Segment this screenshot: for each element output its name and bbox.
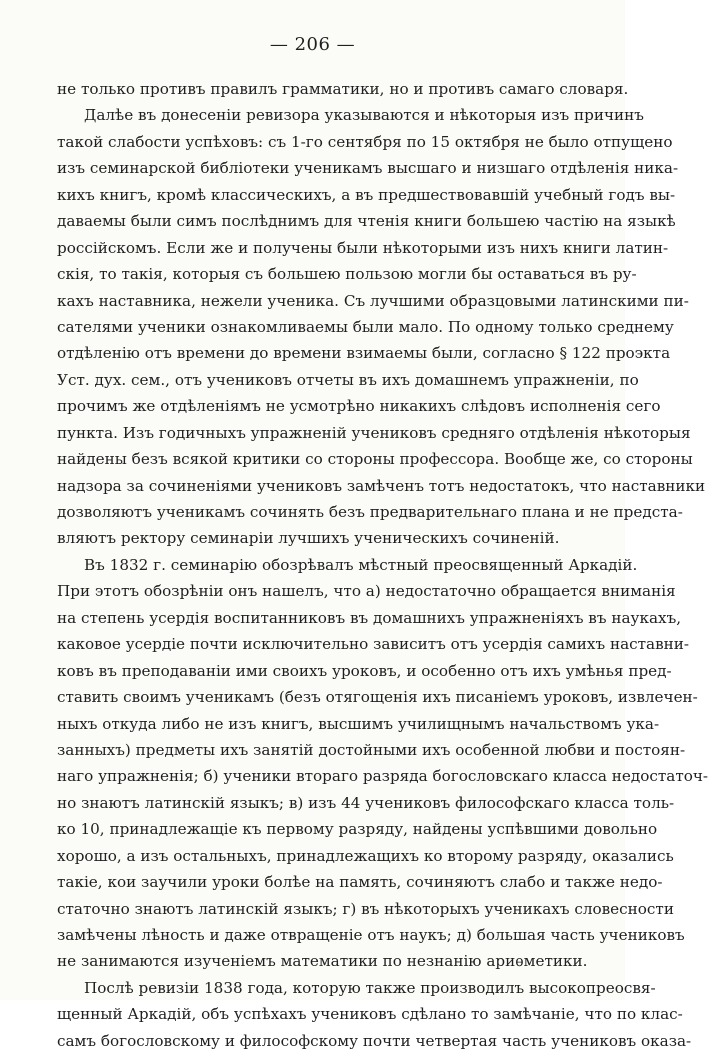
text-line: кахъ наставника, нежели ученика. Съ лучшими образцовыми латинскими пи-: [57, 291, 689, 310]
paragraph-end-line: вляютъ ректору семинаріи лучшихъ ученическихъ сочиненій.: [57, 529, 560, 548]
text-line: скія, то такія, которыя съ большею пользою могли бы оставаться въ ру-: [57, 265, 637, 284]
text-line: кихъ книгъ, кромѣ классическихъ, а въ предшествовавшій учебный годъ вы-: [57, 185, 676, 204]
text-line: надзора за сочиненіями учениковъ замѣченъ тотъ недостатокъ, что наставники: [57, 476, 706, 495]
text-line: ныхъ откуда либо не изъ книгъ, высшимъ училищнымъ начальствомъ ука-: [57, 714, 660, 733]
text-line: отдѣленію отъ времени до времени взимаемы были, согласно § 122 проэкта: [57, 344, 671, 363]
text-line: даваемы были симъ послѣднимъ для чтенія книги большею частію на языкѣ: [57, 212, 676, 231]
text-line: не только противъ правилъ грамматики, но и противъ самаго словаря.: [57, 80, 629, 98]
text-line: россійскомъ. Если же и получены были нѣкоторыми изъ нихъ книги латин-: [57, 238, 669, 257]
text-line: наго упражненія; б) ученики втораго разряда богословскаго класса недостаточ-: [57, 767, 708, 786]
text-line: При этотъ обозрѣніи онъ нашелъ, что а) недостаточно обращается вниманія: [57, 582, 676, 601]
body-text: [57, 76, 708, 1054]
text-line: замѣчены лѣность и даже отвращеніе отъ наукъ; д) большая часть учениковъ: [57, 926, 685, 944]
text-line: дозволяютъ ученикамъ сочинять безъ предварительнаго плана и не предста-: [57, 503, 683, 521]
text-line: но знаютъ латинскій языкъ; в) изъ 44 учениковъ философскаго класса толь-: [57, 793, 675, 812]
text-line: изъ семинарской библіотеки ученикамъ высшаго и низшаго отдѣленія ника-: [57, 159, 679, 178]
text-line: ковъ въ преподаваніи ими своихъ уроковъ, и особенно отъ ихъ умѣнья пред-: [57, 661, 672, 680]
paragraph-start-line: Послѣ ревизіи 1838 года, которую также производилъ высокопреосвя-: [84, 978, 656, 997]
text-line: ко 10, принадлежащіе къ первому разряду, найдены успѣвшими довольно: [57, 820, 658, 839]
paragraph-start-line: Далѣе въ донесеніи ревизора указываются и нѣкоторыя изъ причинъ: [84, 106, 644, 125]
text-line: найдены безъ всякой критики со стороны профессора. Вообще же, со стороны: [57, 450, 693, 469]
text-line: занныхъ) предметы ихъ занятій достойными ихъ особенной любви и постоян-: [57, 740, 686, 759]
text-line: пункта. Изъ годичныхъ упражненій учениковъ средняго отдѣленія нѣкоторыя: [57, 423, 691, 442]
text-line: прочимъ же отдѣленіямъ не усмотрѣно никакихъ слѣдовъ исполненія сего: [57, 397, 661, 416]
text-line: на степень усердія воспитанниковъ въ домашнихъ упражненіяхъ въ наукахъ,: [57, 608, 682, 627]
text-line: самъ богословскому и философскому почти четвертая часть учениковъ оказа-: [57, 1031, 692, 1050]
text-line: такой слабости успѣховъ: съ 1-го сентября по 15 октября не было отпущено: [57, 132, 673, 151]
text-line: каковое усердіе почти исключительно зависитъ отъ усердія самихъ наставни-: [57, 635, 690, 654]
text-line: хорошо, а изъ остальныхъ, принадлежащихъ ко второму разряду, оказались: [57, 846, 674, 865]
text-line: Уст. дух. сем., отъ учениковъ отчеты въ ихъ домашнемъ упражненіи, по: [57, 370, 639, 389]
page-number: — 206 —: [269, 34, 356, 55]
text-line: статочно знаютъ латинскій языкъ; г) въ нѣкоторыхъ ученикахъ словесности: [57, 899, 674, 918]
text-line: сателями ученики ознакомливаемы были мало. По одному только среднему: [57, 317, 674, 336]
paragraph-start-line: Въ 1832 г. семинарію обозрѣвалъ мѣстный преосвященный Аркадій.: [84, 555, 638, 574]
paragraph-end-line: не занимаются изученіемъ математики по незнанію ариѳметики.: [57, 952, 588, 971]
text-line: щенный Аркадій, объ успѣхахъ учениковъ сдѣлано то замѣчаніе, что по клас-: [57, 1005, 683, 1024]
text-line: ставить своимъ ученикамъ (безъ отягощенія ихъ писаніемъ уроковъ, извлечен-: [57, 688, 698, 707]
text-line: такіе, кои заучили уроки болѣе на память, сочиняютъ слабо и также недо-: [57, 873, 663, 892]
